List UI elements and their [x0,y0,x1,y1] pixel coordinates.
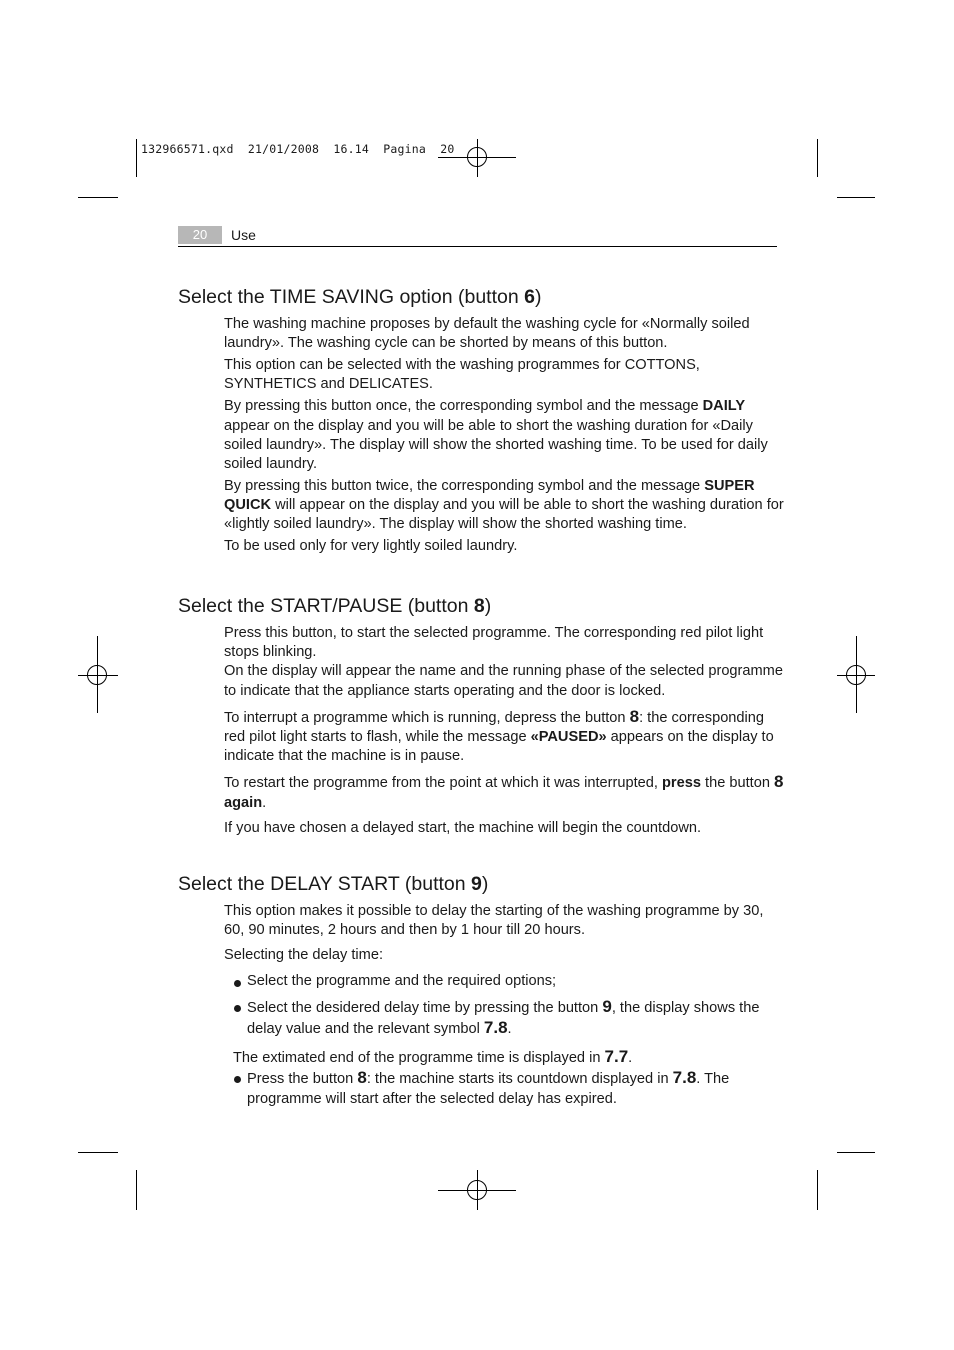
paragraph: To restart the programme from the point at which it was interrupted, press the button 8 again. [224,772,784,811]
paragraph: To interrupt a programme which is running, depress the button 8: the corresponding red pilot light starts to flash, while the message «PAUSED» appears on the display to indicate that the machine is in pause. [224,706,774,765]
paragraph: By pressing this button once, the corresponding symbol and the message DAILY appear on the display and you will be able to short the washing duration for «Daily soiled laundry». The display will show the shorted washing time. To be used for daily soiled laundry. [224,398,768,473]
slug-filename: 132966571.qxd [141,142,234,156]
paragraph: This option can be selected with the washing programmes for COTTONS, SYNTHETICS and DELICATES. [224,357,700,393]
paragraph: If you have chosen a delayed start, the machine will begin the countdown. [224,819,702,836]
list-item: Press the button 8: the machine starts its countdown displayed in 7.8. The programme will start after the selected delay has expired. [224,1068,784,1108]
paragraph: By pressing this button twice, the corresponding symbol and the message SUPER QUICK will appear on the display and you will be able to short the washing duration for «lightly soiled laundry». The display will show the shorted washing time. [224,478,784,533]
delay-start-body [224,902,784,1115]
time-saving-body [224,315,784,559]
paragraph: The washing machine proposes by default the washing cycle for «Normally soiled laundry». The washing cycle can be shorted by means of this button. [224,316,750,352]
paragraph: Selecting the delay time: [224,947,383,964]
header-rule [178,246,777,247]
paragraph: On the display will appear the name and the running phase of the selected programme to indicate that the appliance starts operating and the door is locked. [224,663,783,699]
paragraph: The extimated end of the programme time is displayed in 7.7. [233,1047,633,1067]
bullet-icon [234,1005,241,1012]
slug-time: 16.14 [333,142,369,156]
slug-date: 21/01/2008 [247,142,320,156]
paragraph: To be used only for very lightly soiled laundry. [224,538,518,555]
bullet-icon [234,980,241,987]
list-item: Select the desidered delay time by pressing the button 9, the display shows the delay value and the relevant symbol 7.8. [224,997,784,1039]
bullet-icon [234,1076,241,1083]
list-item: Select the programme and the required options; [224,972,784,991]
section-label: Use [231,227,256,243]
paragraph: Press this button, to start the selected programme. The corresponding red pilot light stops blinking. [224,625,764,661]
paragraph: This option makes it possible to delay the starting of the washing programme by 30, 60, 90 minutes, 2 hours and then by 1 hour till 20 hours. [224,903,764,939]
heading-start-pause: Select the START/PAUSE (button 8) [178,595,492,617]
start-pause-body [224,624,784,841]
page-number: 20 [178,226,222,244]
slug-page-number: 20 [440,142,455,156]
heading-time-saving: Select the TIME SAVING option (button 6) [178,286,542,308]
printer-slug [141,142,454,156]
slug-page-word: Pagina [383,142,426,156]
heading-delay-start: Select the DELAY START (button 9) [178,873,489,895]
